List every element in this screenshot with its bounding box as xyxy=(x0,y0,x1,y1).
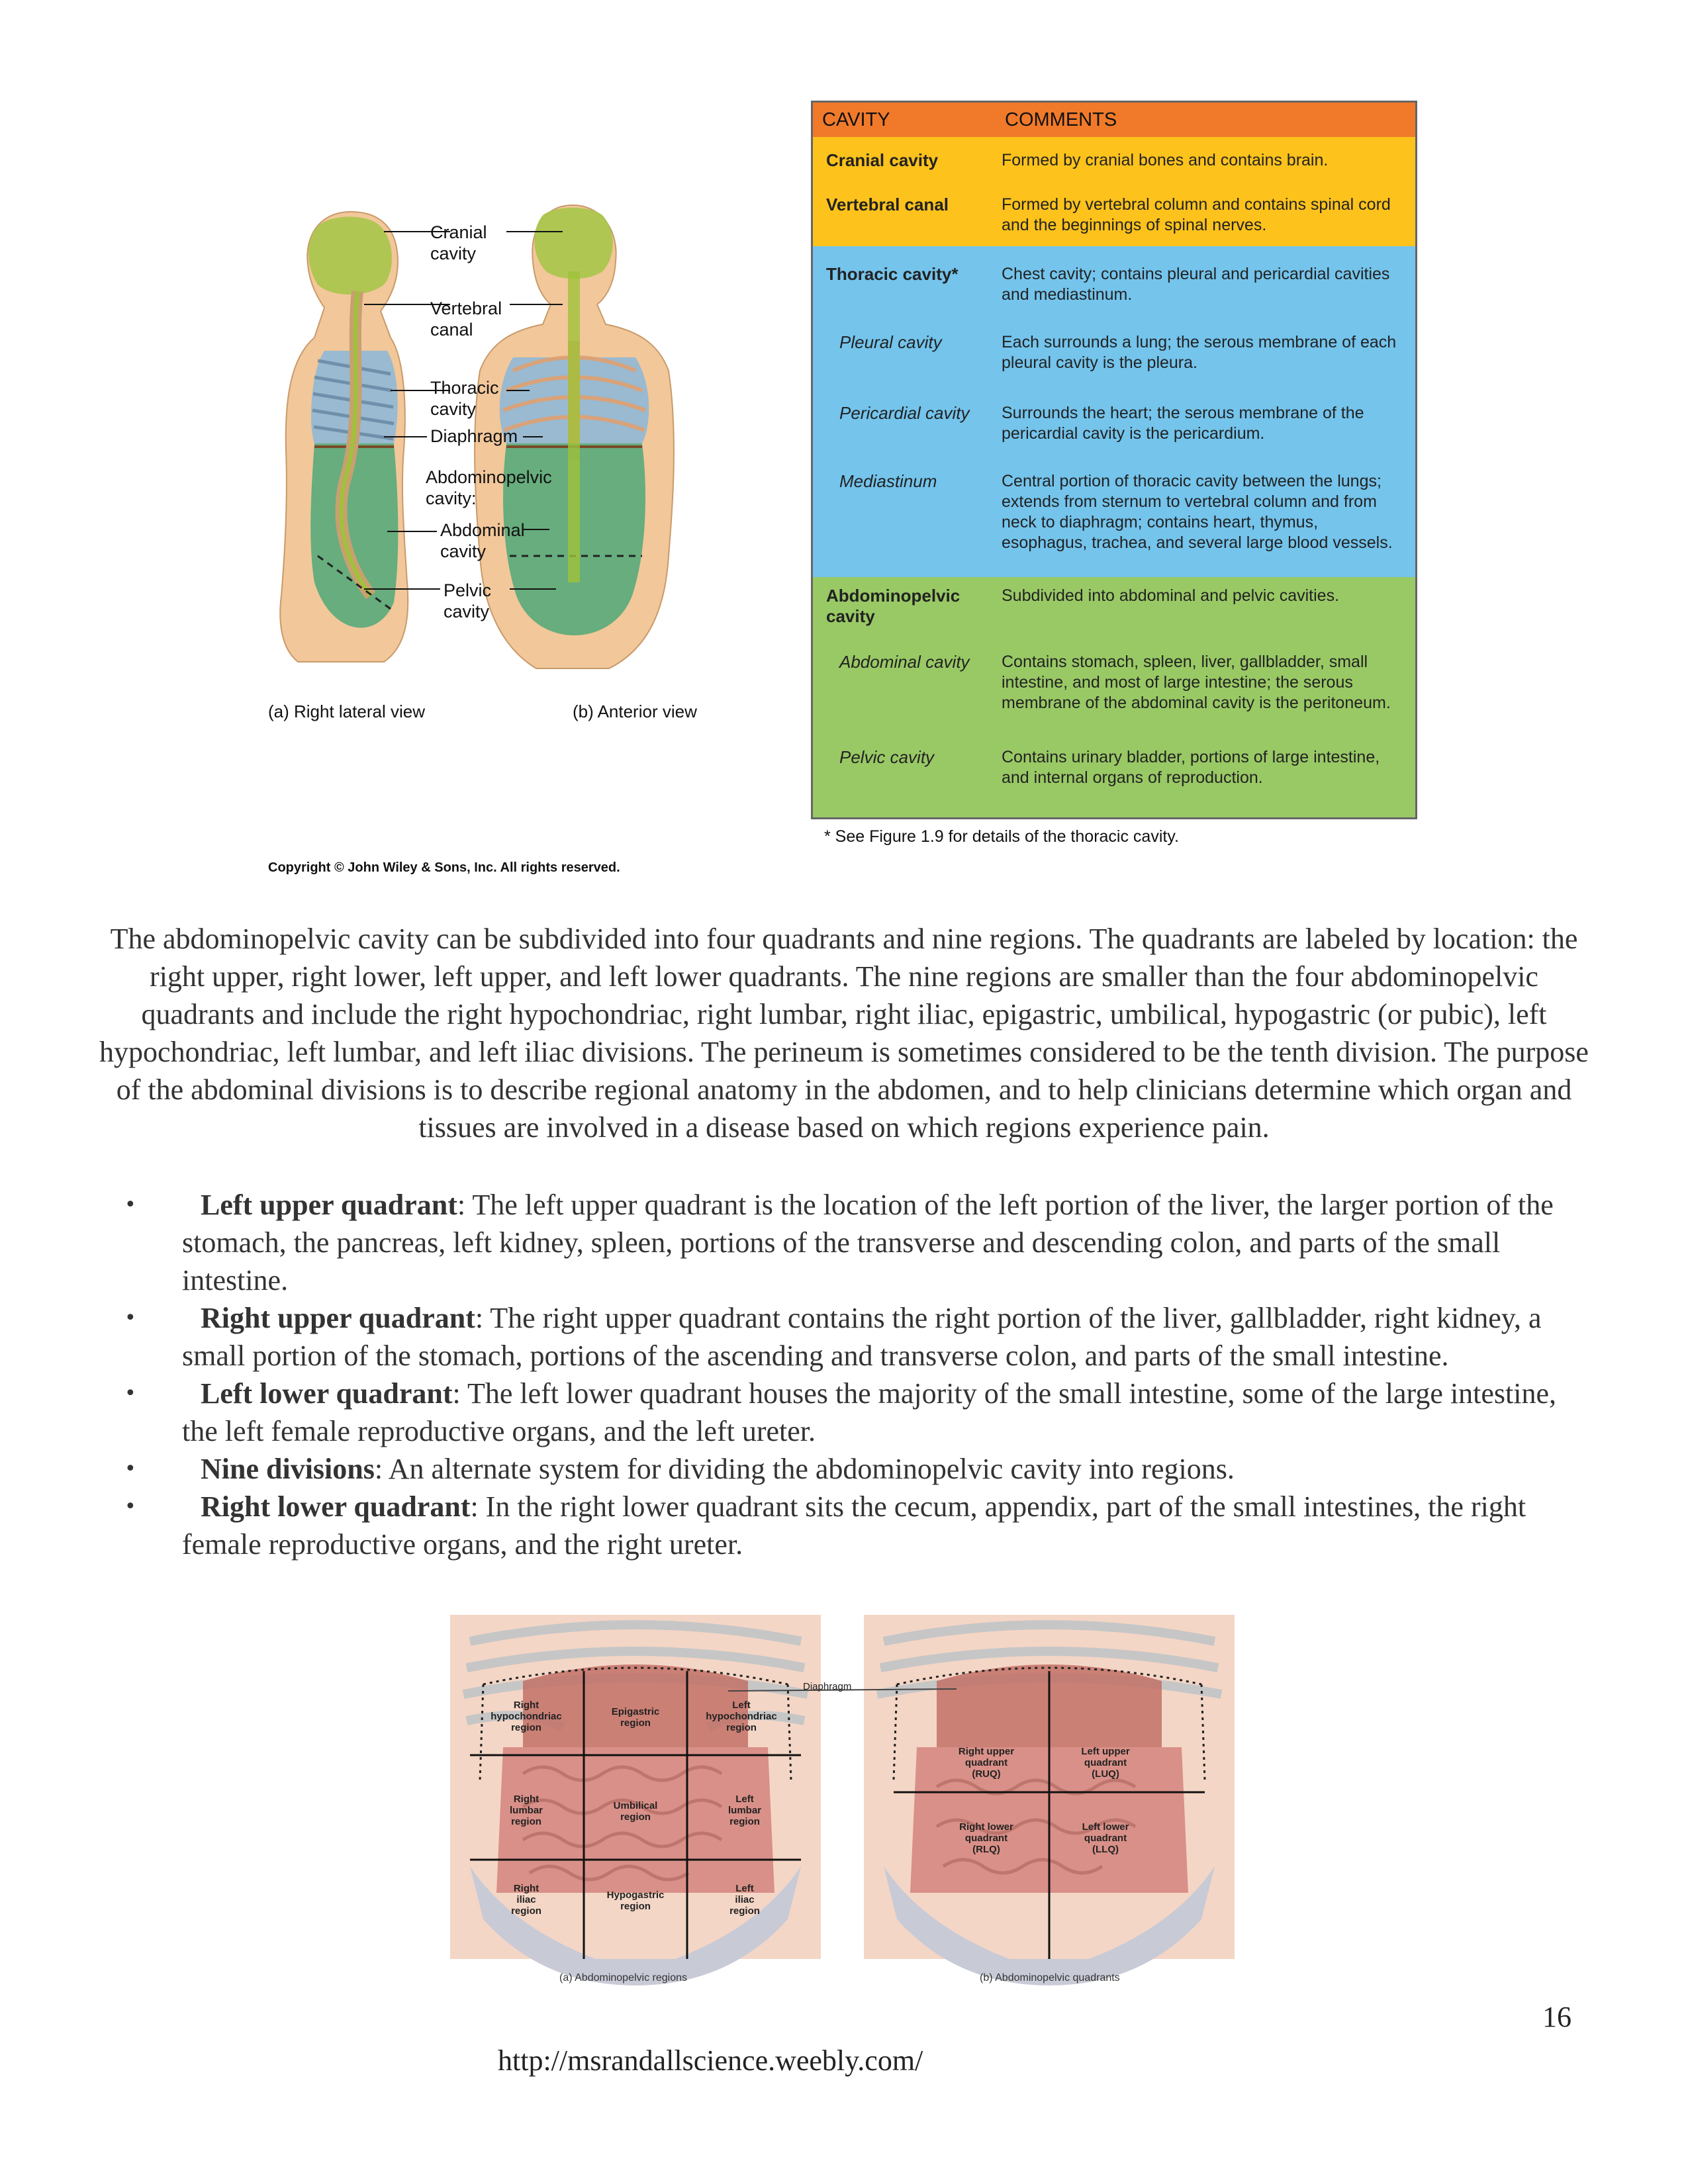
label-right-lumbar: Right lumbar region xyxy=(509,1794,543,1827)
list-item xyxy=(126,1299,1595,1375)
body-cavities-figure xyxy=(252,185,755,880)
list-item xyxy=(126,1375,1595,1450)
label-pelvic-cavity: Pelvic cavity xyxy=(444,580,492,621)
header-comments: COMMENTS xyxy=(1005,109,1117,130)
caption-right-lateral-view: (a) Right lateral view xyxy=(268,702,425,721)
row-name: Mediastinum xyxy=(839,471,937,491)
caption-abdominopelvic-quadrants: (b) Abdominopelvic quadrants xyxy=(980,1972,1120,1983)
bullet-icon: • xyxy=(124,1306,136,1330)
row-comment: Subdivided into abdominal and pelvic cavities. xyxy=(1002,586,1340,605)
bullet-icon: • xyxy=(124,1382,136,1405)
row-comment: Central portion of thoracic cavity between the lungs; extends from sternum to vertebral column and from neck to diaphragm; contains heart, thymus, esophagus, trachea, and several large blood vessels. xyxy=(1002,472,1393,552)
row-comment: Chest cavity; contains pleural and pericardial cavities and mediastinum. xyxy=(1002,265,1390,304)
label-cranial-cavity: Cranial cavity xyxy=(430,222,487,263)
body-cavities-illustration xyxy=(252,185,755,847)
list-text: : An alternate system for dividing the abdominopelvic cavity into regions. xyxy=(374,1453,1235,1485)
row-name: Abdominal cavity xyxy=(839,652,970,672)
list-term: Nine divisions xyxy=(201,1453,375,1485)
list-item xyxy=(126,1450,1595,1488)
label-llq: Left lower quadrant (LLQ) xyxy=(1082,1821,1129,1855)
row-name: Pelvic cavity xyxy=(839,747,935,767)
label-left-iliac: Left iliac region xyxy=(729,1883,760,1917)
list-term: Left upper quadrant xyxy=(201,1189,457,1221)
label-umbilical: Umbilical region xyxy=(613,1800,658,1823)
quadrants-torso-drawing xyxy=(864,1615,1235,1985)
label-luq: Left upper quadrant (LUQ) xyxy=(1081,1746,1130,1780)
footer-url-link[interactable]: http://msrandallscience.weebly.com/ xyxy=(498,2044,923,2077)
caption-abdominopelvic-regions: (a) Abdominopelvic regions xyxy=(559,1972,687,1983)
intro-paragraph: The abdominopelvic cavity can be subdivided into four quadrants and nine regions. The quadrants are labeled by location: the right upper, right lower, left upper, and left lower quadrants. The nine regions are smaller than the four abdominopelvic quadrants and include the right hypochondriac, right lumbar, right iliac, epigastric, umbilical, hypogastric (or pubic), left hypochondriac, left lumbar, and left iliac divisions. The perineum is sometimes considered to be the tenth division. The purpose of the abdominal divisions is to describe regional anatomy in the abdomen, and to help clinicians determine which organ and tissues are involved in a disease based on which regions experience pain. xyxy=(99,923,1589,1144)
caption-anterior-view: (b) Anterior view xyxy=(573,702,697,721)
bullet-icon: • xyxy=(124,1495,136,1518)
table-header xyxy=(813,103,1415,138)
quadrant-list xyxy=(126,1186,1595,1563)
label-vertebral-canal: Vertebral canal xyxy=(430,298,502,340)
list-text: : In the right lower quadrant sits the cecum, appendix, part of the small intestines, the right female reproductive organs, and the right ureter. xyxy=(182,1490,1526,1561)
bullet-icon: • xyxy=(124,1457,136,1480)
label-abdominal-cavity: Abdominal cavity xyxy=(440,520,525,561)
abdominal-regions-figure xyxy=(430,1615,1258,1992)
list-text: : The left lower quadrant houses the majority of the small intestine, some of the large intestine, the left female reproductive organs, and the left ureter. xyxy=(182,1377,1557,1447)
label-rlq: Right lower quadrant (RLQ) xyxy=(959,1821,1013,1855)
page-number: 16 xyxy=(1542,2001,1571,2033)
row-name: Thoracic cavity* xyxy=(826,264,959,284)
band-abdominopelvic xyxy=(813,577,1415,817)
label-thoracic-cavity: Thoracic cavity xyxy=(430,378,499,419)
cavity-table xyxy=(811,101,1417,819)
band-cranial-vertebral xyxy=(813,137,1415,246)
header-cavity: CAVITY xyxy=(822,109,890,130)
bullet-icon: • xyxy=(124,1193,136,1216)
list-item xyxy=(126,1186,1595,1299)
label-diaphragm: Diaphragm xyxy=(430,426,518,446)
label-epigastric: Epigastric region xyxy=(611,1706,660,1729)
row-name: Cranial cavity xyxy=(826,150,939,170)
row-comment: Surrounds the heart; the serous membrane of the pericardial cavity is the pericardium. xyxy=(1002,404,1364,443)
list-text: : The left upper quadrant is the location of the left portion of the liver, the larger portion of the stomach, the pancreas, left kidney, spleen, portions of the transverse and descending colon, and parts of the small intestine. xyxy=(182,1189,1554,1297)
table-footnote: * See Figure 1.9 for details of the thoracic cavity. xyxy=(824,827,1179,846)
label-hypogastric: Hypogastric region xyxy=(606,1889,665,1912)
label-left-hypochondriac: Left hypochondriac region xyxy=(706,1700,777,1733)
label-right-iliac: Right iliac region xyxy=(511,1883,541,1917)
row-comment: Formed by vertebral column and contains spinal cord and the beginnings of spinal nerves. xyxy=(1002,195,1391,234)
row-comment: Each surrounds a lung; the serous membrane of each pleural cavity is the pleura. xyxy=(1002,333,1397,372)
list-term: Left lower quadrant xyxy=(201,1377,453,1410)
label-left-lumbar: Left lumbar region xyxy=(727,1794,761,1827)
label-diaphragm: Diaphragm xyxy=(803,1681,852,1692)
list-term: Right lower quadrant xyxy=(201,1490,471,1523)
copyright-notice: Copyright © John Wiley & Sons, Inc. All rights reserved. xyxy=(268,860,620,875)
label-abdominopelvic-cavity: Abdominopelvic cavity: xyxy=(426,467,552,508)
label-right-hypochondriac: Right hypochondriac region xyxy=(491,1700,562,1733)
row-comment: Formed by cranial bones and contains brain. xyxy=(1002,151,1329,169)
list-text: : The right upper quadrant contains the right portion of the liver, gallbladder, right kidney, a small portion of the stomach, portions of the ascending and transverse colon, and parts of the small intestine. xyxy=(182,1302,1542,1372)
list-term: Right upper quadrant xyxy=(201,1302,475,1334)
row-name: Pericardial cavity xyxy=(839,403,970,423)
band-thoracic xyxy=(813,246,1415,577)
row-name: Abdominopelvic cavity xyxy=(826,586,961,626)
row-name: Pleural cavity xyxy=(839,332,942,352)
label-ruq: Right upper quadrant (RUQ) xyxy=(958,1746,1015,1780)
list-item xyxy=(126,1488,1595,1563)
row-comment: Contains urinary bladder, portions of large intestine, and internal organs of reproduction. xyxy=(1002,748,1380,787)
row-name: Vertebral canal xyxy=(826,195,949,214)
row-comment: Contains stomach, spleen, liver, gallbladder, small intestine, and most of large intestine; the serous membrane of the abdominal cavity is the peritoneum. xyxy=(1002,653,1391,712)
